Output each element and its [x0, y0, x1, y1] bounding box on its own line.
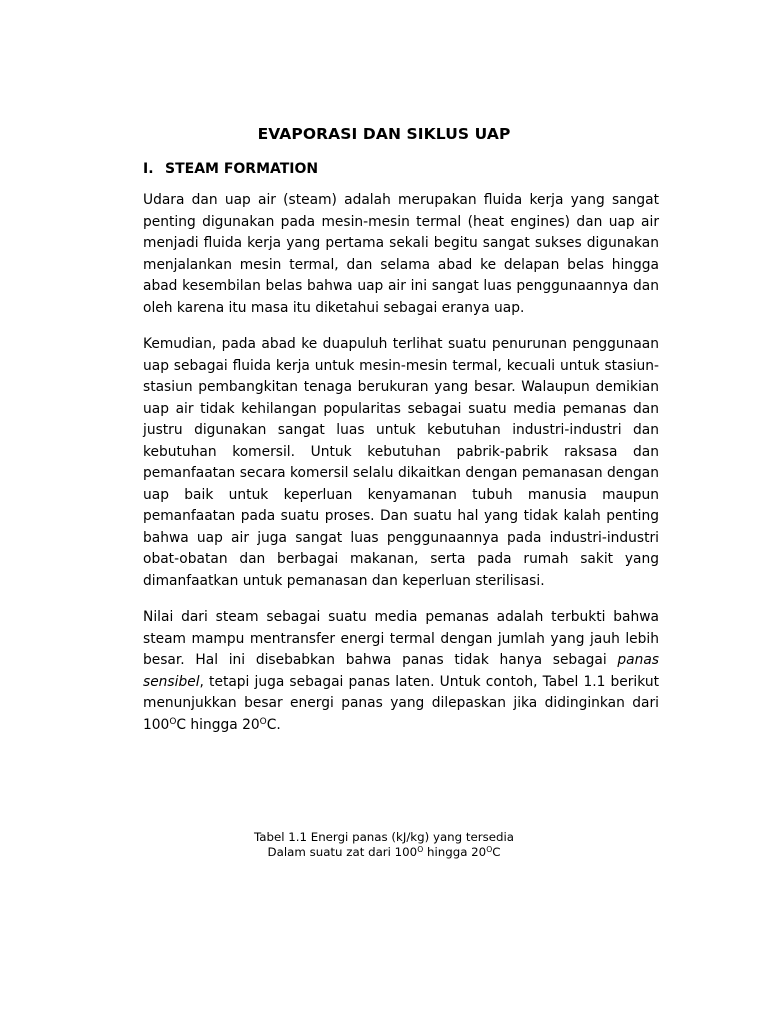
- table-caption: [0, 830, 768, 860]
- degree-superscript: O: [417, 844, 424, 854]
- degree-superscript: O: [486, 844, 493, 854]
- caption-text-b: hingga 20: [423, 845, 487, 859]
- section-number: I.: [143, 161, 154, 177]
- section-heading: [143, 161, 318, 177]
- page-title: EVAPORASI DAN SIKLUS UAP: [257, 125, 511, 143]
- paragraph-3-italic-term: panas sensibel: [143, 652, 659, 690]
- degree-superscript: O: [169, 716, 177, 727]
- paragraph-3-text-d: C.: [266, 716, 281, 733]
- caption-text-c: C: [492, 845, 501, 859]
- paragraph-3: [143, 607, 659, 736]
- paragraph-2: Kemudian, pada abad ke duapuluh terlihat suatu penurunan penggunaan uap sebagai fluida kerja untuk mesin-mesin termal, kecuali untuk stasiun-stasiun pembangkitan tenaga berukuran yang besar. Walaupun demikian uap air tidak kehilangan popularitas sebagai suatu media pemanas dan justru digunakan sangat luas untuk kebutuhan industri-industri dan kebutuhan komersil. Untuk kebutuhan pabrik-pabrik raksasa dan pemanfaatan secara komersil selalu dikaitkan dengan pemanasan dengan uap baik untuk keperluan kenyamanan tubuh manusia maupun pemanfaatan pada suatu proses. Dan suatu hal yang tidak kalah penting bahwa uap air juga sangat luas penggunaannya pada industri-industri obat-obatan dan berbagai makanan, serta pada rumah sakit yang dimanfaatkan untuk pemanasan dan keperluan sterilisasi.: [143, 336, 659, 589]
- paragraph-3-text-b: , tetapi juga sebagai panas laten. Untuk contoh, Tabel 1.1 berikut menunjukkan besar energi panas yang dilepaskan jika didinginkan dari 100: [143, 673, 659, 733]
- degree-superscript: O: [259, 716, 267, 727]
- section-title: STEAM FORMATION: [165, 161, 319, 177]
- caption-text-a: Dalam suatu zat dari 100: [267, 845, 418, 859]
- caption-line-2: [0, 845, 768, 860]
- paragraph-3-text-c: C hingga 20: [176, 716, 260, 733]
- paragraph-3-text-a: Nilai dari steam sebagai suatu media pemanas adalah terbukti bahwa steam mampu mentransfer energi termal dengan jumlah yang jauh lebih besar. Hal ini disebabkan bahwa panas tidak hanya sebagai: [143, 609, 659, 668]
- caption-line-1: Tabel 1.1 Energi panas (kJ/kg) yang tersedia: [253, 830, 515, 844]
- paragraph-1: Udara dan uap air (steam) adalah merupakan fluida kerja yang sangat penting digunakan pada mesin-mesin termal (heat engines) dan uap air menjadi fluida kerja yang pertama sekali begitu sangat sukses digunakan menjalankan mesin termal, dan selama abad ke delapan belas hingga abad kesembilan belas bahwa uap air ini sangat luas penggunaannya dan oleh karena itu masa itu diketahui sebagai eranya uap.: [143, 192, 659, 316]
